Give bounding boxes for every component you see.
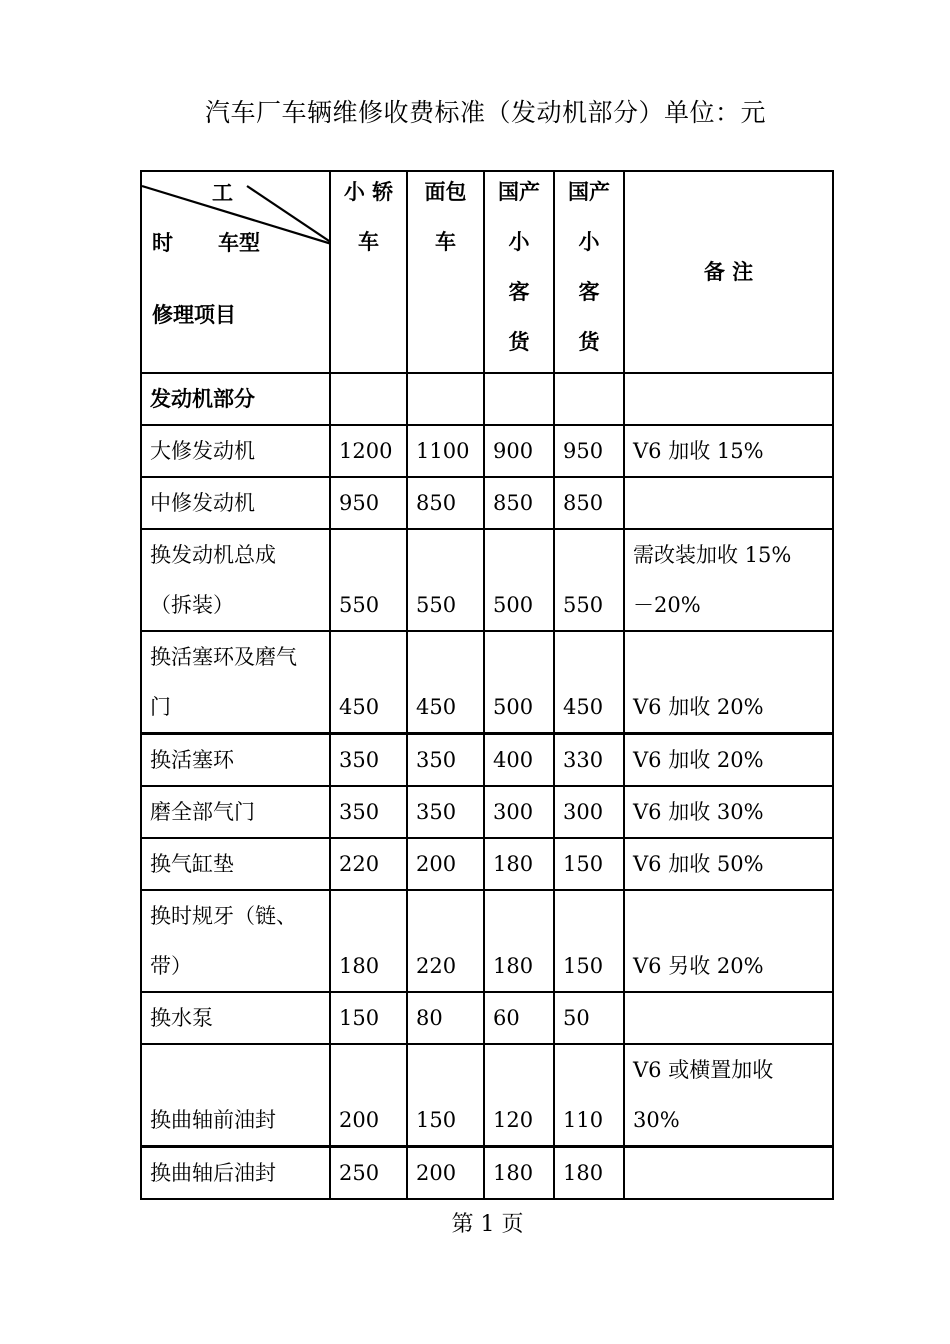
col-header-line: 国产 <box>568 179 610 204</box>
col-header-line: 客 <box>508 279 530 304</box>
header-row <box>141 171 833 373</box>
price-cell: 150 <box>330 992 407 1044</box>
repair-item-cell-line: 换曲轴前油封 <box>150 1108 276 1132</box>
col-header-sedan <box>330 171 407 373</box>
repair-item-cell-line <box>150 1045 329 1095</box>
price-cell: 1100 <box>407 425 484 477</box>
price-cell: 180 <box>484 838 554 890</box>
price-cell: 900 <box>484 425 554 477</box>
repair-item-cell-line: 换活塞环及磨气 <box>150 645 297 669</box>
price-cell: 850 <box>484 477 554 529</box>
price-cell: 150 <box>554 890 624 992</box>
price-cell: 60 <box>484 992 554 1044</box>
price-cell: 850 <box>554 477 624 529</box>
remark-cell <box>624 890 833 992</box>
price-cell: 180 <box>484 1147 554 1200</box>
repair-item-cell <box>141 1147 330 1200</box>
col-header-line: 货 <box>578 329 600 354</box>
col-header-domestic-2 <box>554 171 624 373</box>
corner-mid-left-label: 时 <box>152 230 173 255</box>
price-cell: 350 <box>330 734 407 787</box>
price-cell: 400 <box>484 734 554 787</box>
table-row <box>141 890 833 992</box>
remark-cell <box>624 477 833 529</box>
price-cell: 200 <box>407 1147 484 1200</box>
price-cell: 200 <box>407 838 484 890</box>
price-cell: 220 <box>407 890 484 992</box>
price-cell: 950 <box>330 477 407 529</box>
section-title: 发动机部分 <box>141 373 330 425</box>
col-header-line: 小 <box>508 229 530 254</box>
price-cell: 550 <box>554 529 624 631</box>
price-cell: 850 <box>407 477 484 529</box>
table-row <box>141 734 833 787</box>
remark-cell-line: －20% <box>633 593 701 617</box>
col-header-line: 小 <box>578 229 600 254</box>
repair-item-cell-line: 磨全部气门 <box>150 800 255 824</box>
repair-item-cell <box>141 890 330 992</box>
price-cell: 350 <box>407 734 484 787</box>
remark-cell <box>624 734 833 787</box>
price-cell: 1200 <box>330 425 407 477</box>
price-cell: 200 <box>330 1044 407 1147</box>
repair-item-cell-line: 换曲轴后油封 <box>150 1161 276 1185</box>
price-cell: 350 <box>407 786 484 838</box>
col-header-line: 客 <box>578 279 600 304</box>
repair-item-cell-line: 换发动机总成 <box>150 543 276 567</box>
price-cell: 550 <box>407 529 484 631</box>
repair-item-cell <box>141 529 330 631</box>
document-title: 汽车厂车辆维修收费标准（发动机部分）单位：元 <box>205 98 767 127</box>
page-number: 第 1 页 <box>451 1212 524 1237</box>
repair-item-cell <box>141 838 330 890</box>
corner-header-cell <box>141 171 330 373</box>
repair-item-cell-line: 门 <box>150 695 171 719</box>
table-row <box>141 786 833 838</box>
price-cell: 500 <box>484 631 554 734</box>
table-row <box>141 838 833 890</box>
table-row <box>141 1044 833 1147</box>
remark-cell <box>624 786 833 838</box>
repair-item-cell <box>141 477 330 529</box>
repair-item-cell <box>141 425 330 477</box>
remark-cell <box>624 529 833 631</box>
price-cell: 500 <box>484 529 554 631</box>
remark-cell-line: V6 加收 15% <box>633 439 764 463</box>
col-header-domestic-1 <box>484 171 554 373</box>
price-cell: 50 <box>554 992 624 1044</box>
remark-cell <box>624 1147 833 1200</box>
price-cell: 180 <box>484 890 554 992</box>
price-cell: 80 <box>407 992 484 1044</box>
table-row <box>141 477 833 529</box>
price-cell: 300 <box>554 786 624 838</box>
col-header-line: 国产 <box>498 179 540 204</box>
corner-top-label: 工 <box>212 180 233 205</box>
price-cell: 450 <box>554 631 624 734</box>
repair-item-cell <box>141 734 330 787</box>
price-cell: 450 <box>330 631 407 734</box>
repair-item-cell <box>141 1044 330 1147</box>
price-cell: 180 <box>330 890 407 992</box>
repair-item-cell-line: 中修发动机 <box>150 491 255 515</box>
price-cell: 300 <box>484 786 554 838</box>
fee-table <box>140 170 834 1200</box>
remark-cell-line <box>633 632 832 682</box>
table-row <box>141 631 833 734</box>
table-row <box>141 529 833 631</box>
remark-cell-line: V6 加收 20% <box>633 748 764 772</box>
remark-cell-line: V6 另收 20% <box>633 954 764 978</box>
col-header-line: 车 <box>435 229 456 254</box>
table-row <box>141 425 833 477</box>
repair-item-cell-line: 换活塞环 <box>150 748 234 772</box>
remark-cell <box>624 1044 833 1147</box>
price-cell: 150 <box>407 1044 484 1147</box>
remark-cell-line: 30% <box>633 1108 680 1132</box>
remark-cell <box>624 631 833 734</box>
price-cell: 180 <box>554 1147 624 1200</box>
price-cell: 150 <box>554 838 624 890</box>
remark-cell-line: V6 或横置加收 <box>633 1058 774 1082</box>
repair-item-cell-line: 带） <box>150 954 192 978</box>
price-cell: 330 <box>554 734 624 787</box>
remark-cell-line: V6 加收 30% <box>633 800 764 824</box>
col-header-line: 货 <box>508 329 530 354</box>
remark-cell <box>624 992 833 1044</box>
price-cell: 950 <box>554 425 624 477</box>
corner-mid-right-label: 车型 <box>218 230 260 255</box>
col-header-remark: 备 注 <box>624 171 833 373</box>
remark-cell-line: V6 加收 50% <box>633 852 764 876</box>
col-header-line: 小 轿 <box>343 179 394 204</box>
repair-item-cell <box>141 786 330 838</box>
remark-cell <box>624 425 833 477</box>
diagonal-lines <box>142 172 330 372</box>
repair-item-cell-line: （拆装） <box>150 593 234 617</box>
price-cell: 450 <box>407 631 484 734</box>
repair-item-cell <box>141 992 330 1044</box>
remark-cell-line <box>633 891 832 941</box>
price-cell: 550 <box>330 529 407 631</box>
repair-item-cell-line: 大修发动机 <box>150 439 255 463</box>
remark-cell-line <box>633 1148 832 1198</box>
price-cell: 220 <box>330 838 407 890</box>
remark-cell-line <box>633 478 832 528</box>
remark-cell-line <box>633 993 832 1043</box>
table-row <box>141 1147 833 1200</box>
remark-cell-line: 需改装加收 15% <box>633 543 792 567</box>
repair-item-cell <box>141 631 330 734</box>
remark-cell-line: V6 加收 20% <box>633 695 764 719</box>
price-cell: 110 <box>554 1044 624 1147</box>
repair-item-cell-line: 换水泵 <box>150 1006 213 1030</box>
repair-item-cell-line: 换时规牙（链、 <box>150 904 297 928</box>
price-cell: 350 <box>330 786 407 838</box>
section-row <box>141 373 833 425</box>
col-header-van <box>407 171 484 373</box>
price-cell: 120 <box>484 1044 554 1147</box>
table-row <box>141 992 833 1044</box>
remark-cell <box>624 838 833 890</box>
col-header-line: 车 <box>358 229 379 254</box>
col-header-line: 面包 <box>424 179 467 204</box>
price-cell: 250 <box>330 1147 407 1200</box>
corner-bottom-label: 修理项目 <box>152 302 236 327</box>
repair-item-cell-line: 换气缸垫 <box>150 852 234 876</box>
